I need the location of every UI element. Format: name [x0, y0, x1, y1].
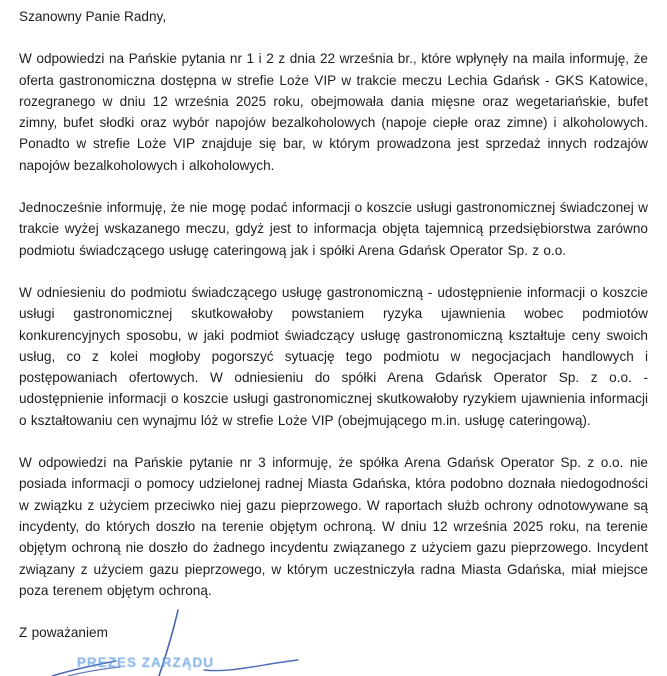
salutation: Szanowny Panie Radny,: [19, 9, 167, 24]
closing: Z poważaniem: [19, 625, 108, 641]
president-of-board-stamp: PREZES ZARZĄDU: [77, 655, 215, 670]
paragraph-incident-answer: W odpowiedzi na Pańskie pytanie nr 3 informuję, że spółka Arena Gdańsk Operator Sp. z o.o. nie posiada informacji o pomocy udzielonej radnej Miasta Gdańska, która podobno doznała niedogodności w związku z użyciem przeciwko niej gazu pieprzowego. W raportach służb ochrony odnotowywane są incydenty, do których doszło na terenie objętym ochroną. W dniu 12 września 2025 roku, na terenie objętym ochroną nie doszło do żadnego incydentu związanego z użyciem gazu pieprzowego. Incydent związany z użyciem gazu pieprzowego, w którym uczestniczyła radna Miasta Gdańska, miał miejsce poza terenem objętym ochroną.: [19, 455, 648, 598]
paragraph-catering-offer: W odpowiedzi na Pańskie pytania nr 1 i 2 z dnia 22 września br., które wpłynęły na maila informuję, że oferta gastronomiczna dostępna w strefie Loże VIP w trakcie meczu Lechia Gdańsk - GKS Katowice, rozegranego w dniu 12 września 2025 roku, obejmowała dania mięsne oraz wegetariańskie, bufet zimny, bufet słodki oraz wybór napojów bezalkoholowych (napoje ciepłe oraz zimne) i alkoholowych. Ponadto w strefie Loże VIP znajduje się bar, w którym prowadzona jest sprzedaż innych rodzajów napojów bezalkoholowych i alkoholowych.: [19, 51, 648, 173]
paragraph-trade-secret: Jednocześnie informuję, że nie mogę podać informacji o koszcie usługi gastronomicznej świadczonej w trakcie wyżej wskazanego meczu, gdyż jest to informacja objęta tajemnicą przedsiębiorstwa zarówno podmiotu świadczącego usługę cateringową jak i spółki Arena Gdańsk Operator Sp. z o.o.: [19, 200, 648, 258]
paragraph-disclosure-risk: W odniesieniu do podmiotu świadczącego usługę gastronomiczną - udostępnienie informacji o koszcie usługi gastronomicznej skutkowałoby powstaniem ryzyka ujawnienia wobec podmiotów konkurencyjnych sposobu, w jaki podmiot świadczący usługę gastronomiczną kształtuje ceny swoich usług, co z kolei mogłoby pogorszyć sytuację tego podmiotu w negocjacjach handlowych i postępowaniach ofertowych. W odniesieniu do spółki Arena Gdańsk Operator Sp. z o.o. - udostępnienie informacji o koszcie usługi gastronomicznej skutkowałoby ryzykiem ujawnienia informacji o kształtowaniu cen wynajmu lóż w strefie Loże VIP (obejmującego m.in. usługę cateringową).: [19, 284, 648, 428]
